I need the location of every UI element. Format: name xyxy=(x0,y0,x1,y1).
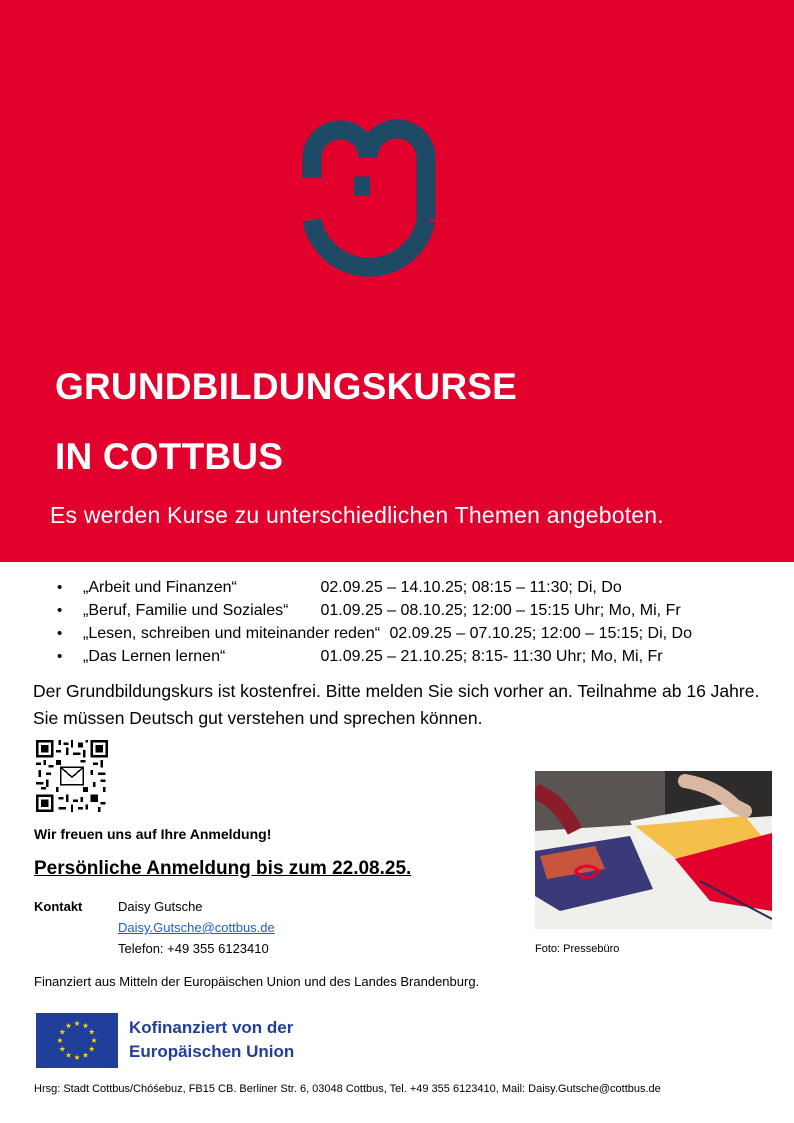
imprint: Hrsg: Stadt Cottbus/Chóśebuz, FB15 CB. Berliner Str. 6, 03048 Cottbus, Tel. +49 355 6123410, Mail: Daisy.Gutsche@cottbus.de xyxy=(34,1083,661,1095)
course-info-text: Der Grundbildungskurs ist kostenfrei. Bitte melden Sie sich vorher an. Teilnahme ab 16 Jahre. Sie müssen Deutsch gut verstehen und sprechen können. xyxy=(33,681,760,728)
envelope-icon xyxy=(61,767,83,784)
course-name: „Das Lernen lernen“ xyxy=(83,648,226,665)
bullet: • xyxy=(57,579,63,596)
welcome-text: Wir freuen uns auf Ihre Anmeldung! xyxy=(34,826,272,842)
bullet: • xyxy=(57,625,63,642)
course-schedule: 01.09.25 – 21.10.25; 8:15- 11:30 Uhr; Mo, Mi, Fr xyxy=(320,648,663,665)
contact-label: Kontakt xyxy=(34,899,83,914)
page-title-line-1: GRUNDBILDUNGSKURSE xyxy=(55,366,517,407)
eu-logo-text-line-2: Europäischen Union xyxy=(129,1042,295,1061)
course-schedule: 01.09.25 – 08.10.25; 12:00 – 15:15 Uhr; Mo, Mi, Fr xyxy=(320,602,681,619)
course-list xyxy=(55,576,692,668)
funding-note: Finanziert aus Mitteln der Europäischen Union und des Landes Brandenburg. xyxy=(34,974,480,989)
registration-deadline: Persönliche Anmeldung bis zum 22.08.25. xyxy=(34,858,412,879)
course-item xyxy=(55,576,692,599)
course-item xyxy=(55,599,692,622)
course-name: „Beruf, Familie und Soziales“ xyxy=(83,602,289,619)
course-schedule: 02.09.25 – 14.10.25; 08:15 – 11:30; Di, Do xyxy=(320,579,622,596)
cottbus-logo xyxy=(298,108,448,288)
contact-email-link[interactable]: Daisy.Gutsche@cottbus.de xyxy=(118,920,275,935)
photo-credit: Foto: Pressebüro xyxy=(535,943,620,955)
eu-flag-icon xyxy=(36,1013,118,1068)
page-subtitle: Es werden Kurse zu unterschiedlichen Themen angeboten. xyxy=(50,502,664,528)
course-name: „Arbeit und Finanzen“ xyxy=(83,579,237,596)
contact-name: Daisy Gutsche xyxy=(118,899,203,914)
course-item xyxy=(55,622,692,645)
course-schedule: 02.09.25 – 07.10.25; 12:00 – 15:15; Di, Do xyxy=(389,625,692,642)
qr-code[interactable] xyxy=(36,740,108,812)
page-title-line-2: IN COTTBUS xyxy=(55,436,284,477)
contact-phone: Telefon: +49 355 6123410 xyxy=(118,941,269,956)
bullet: • xyxy=(57,602,63,619)
course-photo xyxy=(535,771,772,929)
course-name: „Lesen, schreiben und miteinander reden“ xyxy=(83,625,381,642)
course-item xyxy=(55,645,692,668)
bullet: • xyxy=(57,648,63,665)
eu-logo-text-line-1: Kofinanziert von der xyxy=(129,1018,294,1037)
